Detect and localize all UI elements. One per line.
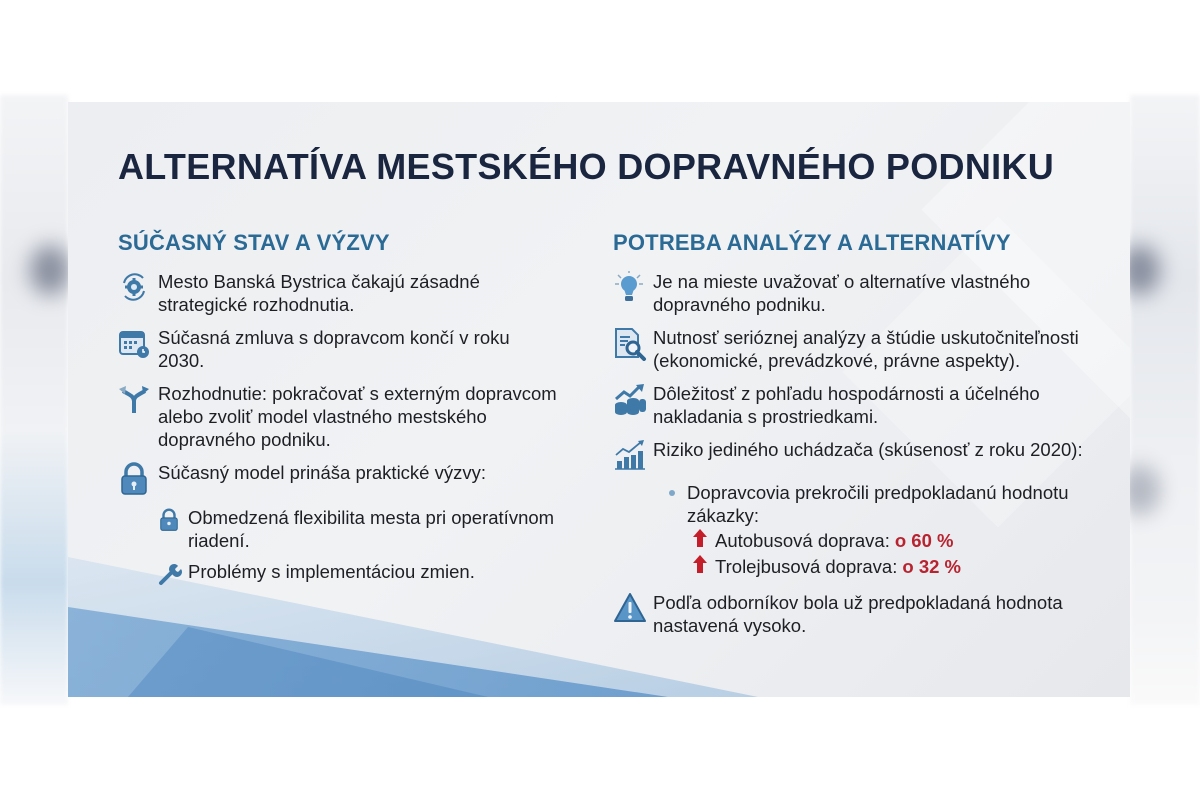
section-heading: SÚČASNÝ STAV A VÝZVY [118,230,390,255]
right-blur-edge [1130,95,1200,705]
list-item [118,326,558,372]
lightbulb-icon [613,270,653,305]
sub-item-text: Obmedzená flexibilita mesta pri operatívnom riadení. [188,507,555,551]
current-state-column [118,230,558,599]
item-text: Rozhodnutie: pokračovať s externým dopravcom alebo zvoliť model vlastného mestského dopravného podniku. [158,383,557,450]
coins-growth-icon [613,382,653,415]
item-text: Je na mieste uvažovať o alternatíve vlastného dopravného podniku. [653,271,1031,315]
increase-value: o 60 % [894,530,954,551]
increase-row-trolleybus [693,555,1083,579]
bar-chart-growth-icon [613,438,653,471]
item-text: Nutnosť serióznej analýzy a štúdie uskutočniteľnosti (ekonomické, prevádzkové, právne aspekty). [653,327,1079,371]
list-item [613,326,1083,372]
item-text: Dôležitosť z pohľadu hospodárnosti a účelného nakladania s prostriedkami. [653,383,1040,427]
list-item [613,270,1083,316]
red-up-arrow-icon [693,555,715,579]
padlock-icon [118,461,158,496]
bullet-text: Dopravcovia prekročili predpokladanú hodnotu zákazky: [687,482,1069,526]
warning-item [613,591,1083,637]
bullet-item [669,481,1083,527]
bullet-dot-icon [669,490,675,496]
section-heading: POTREBA ANALÝZY A ALTERNATÍVY [613,230,1011,255]
sub-item [158,506,558,552]
list-item [613,382,1083,428]
list-item [118,270,558,316]
slide [68,102,1130,697]
item-text: Súčasná zmluva s dopravcom končí v roku 2030. [158,327,510,371]
item-text: Súčasný model prináša praktické výzvy: [158,462,486,483]
increase-label: Autobusová doprava: [715,530,890,551]
item-text: Riziko jediného uchádzača (skúsenosť z roku 2020): [653,439,1083,460]
warning-triangle-icon [613,591,653,624]
warning-text: Podľa odborníkov bola už predpokladaná hodnota nastavená vysoko. [653,592,1063,636]
list-item [118,461,558,496]
blur-smudge [30,245,70,295]
slide-title: ALTERNATÍVA MESTSKÉHO DOPRAVNÉHO PODNIKU [118,146,1055,187]
calendar-clock-icon [118,326,158,359]
item-text: Mesto Banská Bystrica čakajú zásadné strategické rozhodnutia. [158,271,480,315]
split-arrows-icon [118,382,158,415]
document-search-icon [613,326,653,361]
analysis-column [613,230,1083,647]
increase-row-bus [693,529,1083,553]
red-up-arrow-icon [693,529,715,553]
left-blur-edge [0,95,68,705]
increase-value: o 32 % [902,556,961,577]
wrench-icon [158,560,188,591]
list-item [118,382,558,451]
increase-label: Trolejbusová doprava: [715,556,898,577]
padlock-small-icon [158,506,188,537]
sub-item-text: Problémy s implementáciou zmien. [188,561,475,582]
gear-cycle-icon [118,270,158,303]
list-item [613,438,1083,471]
sub-item [158,560,558,591]
